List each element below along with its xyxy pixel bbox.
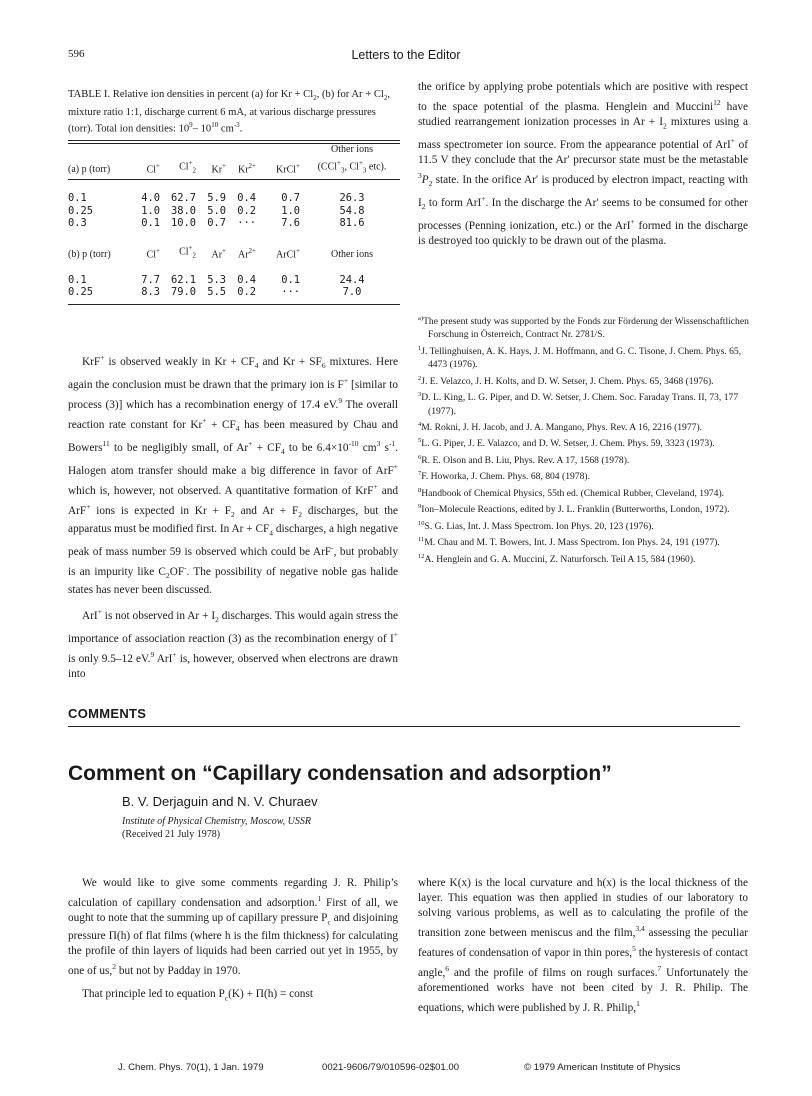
- table-row: 0.1 4.0 62.7 5.9 0.4 0.7 26.3: [68, 192, 365, 205]
- article-title: Comment on “Capillary condensation and adsorption”: [68, 762, 612, 785]
- running-head: Letters to the Editor: [351, 48, 461, 62]
- header-other-ions-detail: (CCl+$_3$, $Cl^+_3$ etc).: [317, 158, 387, 174]
- comment-left-column: [68, 876, 398, 1006]
- footer-code: 0021-9606/79/010596-02$01.00: [322, 1062, 460, 1073]
- reference-item: $^5$L. G. Piper, J. E. Valazco, and D. W. Setser, J. Chem. Phys. 59, 3323 (1973).: [418, 437, 715, 450]
- reference-item: $^{a)}$The present study was supported by the Fonds zur Förderung der Wissenschaftlichen Forschung in Österreich, Contract Nr. 2781/S.: [418, 315, 749, 341]
- header-kr-plus: Kr+: [211, 161, 226, 175]
- header-other-ions-a: Other ions: [331, 144, 373, 156]
- table-row: 0.1 7.7 62.1 5.3 0.4 0.1 24.4: [68, 273, 365, 286]
- header-other-ions-b: Other ions: [331, 249, 373, 261]
- paragraph: That principle led to equation $P_c(K) + \Pi(h)$ = const: [82, 988, 313, 1003]
- header-cl2-plus-b: $Cl^+_2$: [179, 243, 196, 260]
- right-column-text: [418, 80, 748, 249]
- references-list: [418, 312, 754, 566]
- reference-item: $^{11}$M. Chau and M. T. Bowers, Int. J. Mass Spectrom. Ion Phys. 24, 191 (1977).: [418, 536, 720, 549]
- left-column-text: [68, 350, 398, 682]
- reference-item: $^1$J. Tellinghuisen, A. K. Hays, J. M. Hoffmann, and G. C. Tisone, J. Chem. Phys. 65, 4473 (1976).: [418, 344, 742, 371]
- section-label: COMMENTS: [68, 706, 147, 721]
- reference-item: $^2$J. E. Velazco, J. H. Kolts, and D. W. Setser, J. Chem. Phys. 65, 3468 (1976).: [418, 374, 714, 387]
- table-row: 0.25 8.3 79.0 5.5 0.2 ··· 7.0: [68, 286, 362, 299]
- reference-item: $^4$M. Rokni, J. H. Jacob, and J. A. Mangano, Phys. Rev. A 16, 2216 (1977).: [418, 420, 703, 434]
- footer-journal: J. Chem. Phys. 70(1), 1 Jan. 1979: [118, 1062, 264, 1073]
- header-ar-2plus: $Ar^{2+}$: [237, 246, 256, 261]
- table-block: [68, 88, 400, 305]
- reference-item: $^8$Handbook of Chemical Physics, 55th ed. (Chemical Rubber, Cleveland, 1974).: [418, 486, 725, 499]
- table-header-a: [68, 157, 400, 177]
- article-affiliation: Institute of Physical Chemistry, Moscow, USSR: [122, 816, 311, 827]
- page-number: 596: [68, 48, 85, 60]
- reference-item: $^9$Ion–Molecule Reactions, edited by J. L. Franklin (Butterworths, London, 1972).: [418, 503, 730, 516]
- paragraph: KrF+ is observed weakly in $Kr + CF_4$ and $Kr + SF_6$ mixtures. Here again the conclusion must be drawn that the primary ion is F+ [similar to process (3)] which has a recombination energy of 17.4 eV.$^9$ The overall reaction rate constant for $Kr^+ + CF_4$ has been measured by Chau and Bowers$^{11}$ to be negligibly small, of $Ar^+ + CF_4$ to be $6.4\times 10^{-10}$ $cm^3$ $s^{-1}$. Halogen atom transfer should make a big difference in favor of ArF+ which is, however, not observed. A quantitative formation of KrF+ and ArF+ ions is expected in $Kr + F_2$ and $Ar + F_2$ discharges, but the apparatus must be modified first. In $Ar + CF_4$ discharges, a high negative peak of mass number 59 is observed which could be ArF-, but probably is an impurity like $C_2OF^-$. The possibility of negative noble gas halide states has never been discussed.: [68, 353, 399, 597]
- table-caption: TABLE I. Relative ion densities in percent (a) for $Kr + Cl_2$, (b) for $Ar + Cl_2$, mixture ratio 1:1, discharge current 6 mA, at various discharge pressures (torr). Total ion densities: $10^9-$ $10^{10}$ $cm^{-3}$.: [68, 89, 391, 135]
- paragraph: the orifice by applying probe potentials which are positive with respect to the space potential of the plasma. Henglein and Muccini$^{12}$ have studied rearrangement ionization processes in $Ar + I_2$ mixtures using a mass spectrometer ion source. From the appearance potential of ArI+ of 11.5 V they conclude that the Ar′ precursor state must be the metastable $^3P_2$ state. In the orifice Ar′ is produced by electron impact, reacting with $I_2$ to form ArI+. In the discharge the Ar′ seems to be consumed for other processes (Penning ionization, etc.) or the ArI+ formed in the discharge is destroyed too quickly to be drawn out of the plasma.: [418, 81, 749, 248]
- header-pressure-a: (a) p (torr): [68, 163, 111, 175]
- header-cl-plus-b: Cl+: [146, 246, 160, 261]
- table-row: 0.3 0.1 10.0 0.7 ··· 7.6 81.6: [68, 217, 365, 230]
- ion-density-table: [68, 144, 400, 299]
- reference-item: $^{10}$S. G. Lias, Int. J. Mass Spectrom. Ion Phys. 20, 123 (1976).: [418, 519, 654, 532]
- reference-item: $^6$R. E. Olson and B. Liu, Phys. Rev. A 17, 1568 (1978).: [418, 453, 630, 466]
- header-arcl-plus: ArCl+: [276, 246, 300, 261]
- table-row: 0.25 1.0 38.0 5.0 0.2 1.0 54.8: [68, 204, 365, 217]
- header-krcl-plus: KrCl+: [276, 161, 300, 175]
- footer-copyright: © 1979 American Institute of Physics: [524, 1062, 681, 1073]
- header-pressure-b: (b) p (torr): [68, 249, 111, 261]
- table-header-b: [68, 242, 400, 262]
- comment-right-column: [418, 876, 748, 1016]
- header-kr-2plus: $Kr^{2+}$: [237, 161, 256, 175]
- paragraph: We would like to give some comments regarding J. R. Philip’s calculation of capillary condensation and adsorption.$^1$ First of all, we ought to note that the summing up of capillary pressure $P_c$ and disjoining pressure Π(h) of flat films (where h is the film thickness) for calculating the profile of thin layers of liquids had been carried out yet in 1955, by one of us,$^2$ but not by Padday in 1970.: [68, 877, 399, 978]
- header-ar-plus: Ar+: [211, 246, 226, 261]
- article-authors: B. V. Derjaguin and N. V. Churaev: [122, 794, 318, 809]
- reference-item: $^7$F. Howorka, J. Chem. Phys. 68, 804 (1978).: [418, 470, 590, 483]
- section-rule: [68, 726, 740, 727]
- header-cl-plus: Cl+: [146, 161, 160, 175]
- header-cl2-plus: $Cl^+_2$: [179, 158, 196, 174]
- table-bottom-rule: [68, 304, 400, 305]
- reference-item: $^{12}$A. Henglein and G. A. Muccini, Z. Naturforsch. Teil A 15, 584 (1960).: [418, 552, 696, 565]
- reference-item: $^3$D. L. King, L. G. Piper, and D. W. Setser, J. Chem. Soc. Faraday Trans. II, 73, 177 (1977).: [418, 391, 739, 417]
- paragraph: ArI+ is not observed in $Ar + I_2$ discharges. This would again stress the importance of association reaction (3) as the recombination energy of I+ is only 9.5–12 eV.$^9$ ArI+ is, however, observed when electrons are drawn into: [68, 607, 398, 681]
- article-received: (Received 21 July 1978): [122, 829, 221, 840]
- paragraph: where K(x) is the local curvature and h(x) is the local thickness of the layer. This equation was then applied in studies of our laboratory to solving various problems, as well as to calculating the profile of the transition zone between meniscus and the film,$^{3,4}$ assessing the peculiar features of condensation of vapor in thin pores,$^5$ the hysteresis of contact angle,$^6$ and the profile of films on rough surfaces.$^7$ Unfortunately the aforementioned works have not been cited by J. R. Philip. The equations, which were published by J. R. Philip,$^1$: [418, 877, 749, 1014]
